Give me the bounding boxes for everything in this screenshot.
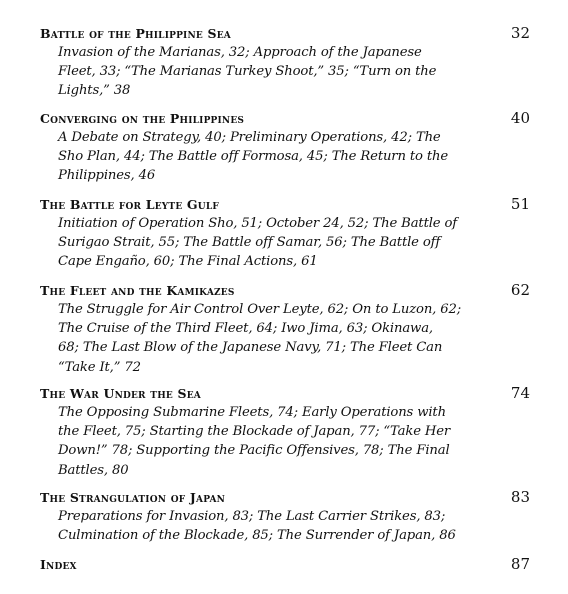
subtopic-line: Invasion of the Marianas, 32; Approach of the Japanese: [58, 45, 422, 60]
toc-entry-index: [40, 556, 530, 574]
chapter-title: Converging on the Philippines: [40, 111, 245, 126]
subtopic-list: [58, 43, 518, 101]
chapter-title: Battle of the Philippine Sea: [40, 26, 231, 41]
toc-entry-kamikazes: [40, 282, 530, 377]
page-number: 40: [510, 109, 530, 127]
chapter-title: Index: [40, 557, 77, 572]
subtopic-list: [58, 300, 518, 377]
chapter-title: The Strangulation of Japan: [40, 490, 226, 505]
chapter-title: The Fleet and the Kamikazes: [40, 283, 235, 298]
subtopic-line: The Opposing Submarine Fleets, 74; Early Operations with: [58, 405, 446, 420]
subtopic-list: [58, 403, 518, 480]
subtopic-line: Lights,” 38: [58, 83, 131, 99]
subtopic-line: Culmination of the Blockade, 85; The Surrender of Japan, 86: [58, 528, 456, 544]
toc-entry-strangulation: [40, 489, 530, 545]
subtopic-line: Fleet, 33; “The Marianas Turkey Shoot,” 35; “Turn on the: [58, 64, 437, 80]
subtopic-line: the Fleet, 75; Starting the Blockade of Japan, 77; “Take Her: [58, 424, 451, 440]
page-number: 32: [510, 24, 530, 42]
subtopic-line: The Cruise of the Third Fleet, 64; Iwo Jima, 63; Okinawa,: [58, 321, 433, 337]
page-number: 62: [510, 281, 530, 299]
subtopic-line: “Take It,” 72: [58, 359, 141, 375]
subtopic-line: Cape Engaño, 60; The Final Actions, 61: [58, 254, 318, 270]
subtopic-list: [58, 128, 518, 186]
toc-entry-war-under-sea: [40, 385, 530, 480]
subtopic-line: The Struggle for Air Control Over Leyte, 62; On to Luzon, 62;: [58, 302, 462, 317]
page-number: 51: [510, 195, 530, 213]
toc-entry-philippine-sea: [40, 25, 530, 101]
subtopic-line: Battles, 80: [58, 462, 129, 478]
subtopic-line: A Debate on Strategy, 40; Preliminary Operations, 42; The: [58, 130, 441, 145]
subtopic-line: Preparations for Invasion, 83; The Last Carrier Strikes, 83;: [58, 509, 446, 524]
page-number: 87: [510, 555, 530, 573]
toc-entry-leyte-gulf: [40, 196, 530, 272]
toc-entry-converging: [40, 110, 530, 186]
chapter-title: The War Under the Sea: [40, 386, 201, 401]
subtopic-line: Down!” 78; Supporting the Pacific Offensives, 78; The Final: [58, 443, 450, 459]
page-number: 74: [510, 384, 530, 402]
subtopic-list: [58, 214, 518, 272]
subtopic-list: [58, 507, 518, 545]
chapter-title: The Battle for Leyte Gulf: [40, 197, 219, 212]
subtopic-line: Sho Plan, 44; The Battle off Formosa, 45; The Return to the: [58, 149, 448, 165]
page-number: 83: [510, 488, 530, 506]
subtopic-line: Philippines, 46: [58, 168, 156, 184]
subtopic-line: Surigao Strait, 55; The Battle off Samar, 56; The Battle off: [58, 235, 441, 251]
subtopic-line: 68; The Last Blow of the Japanese Navy, 71; The Fleet Can: [58, 340, 443, 356]
subtopic-line: Initiation of Operation Sho, 51; October 24, 52; The Battle of: [58, 216, 458, 231]
